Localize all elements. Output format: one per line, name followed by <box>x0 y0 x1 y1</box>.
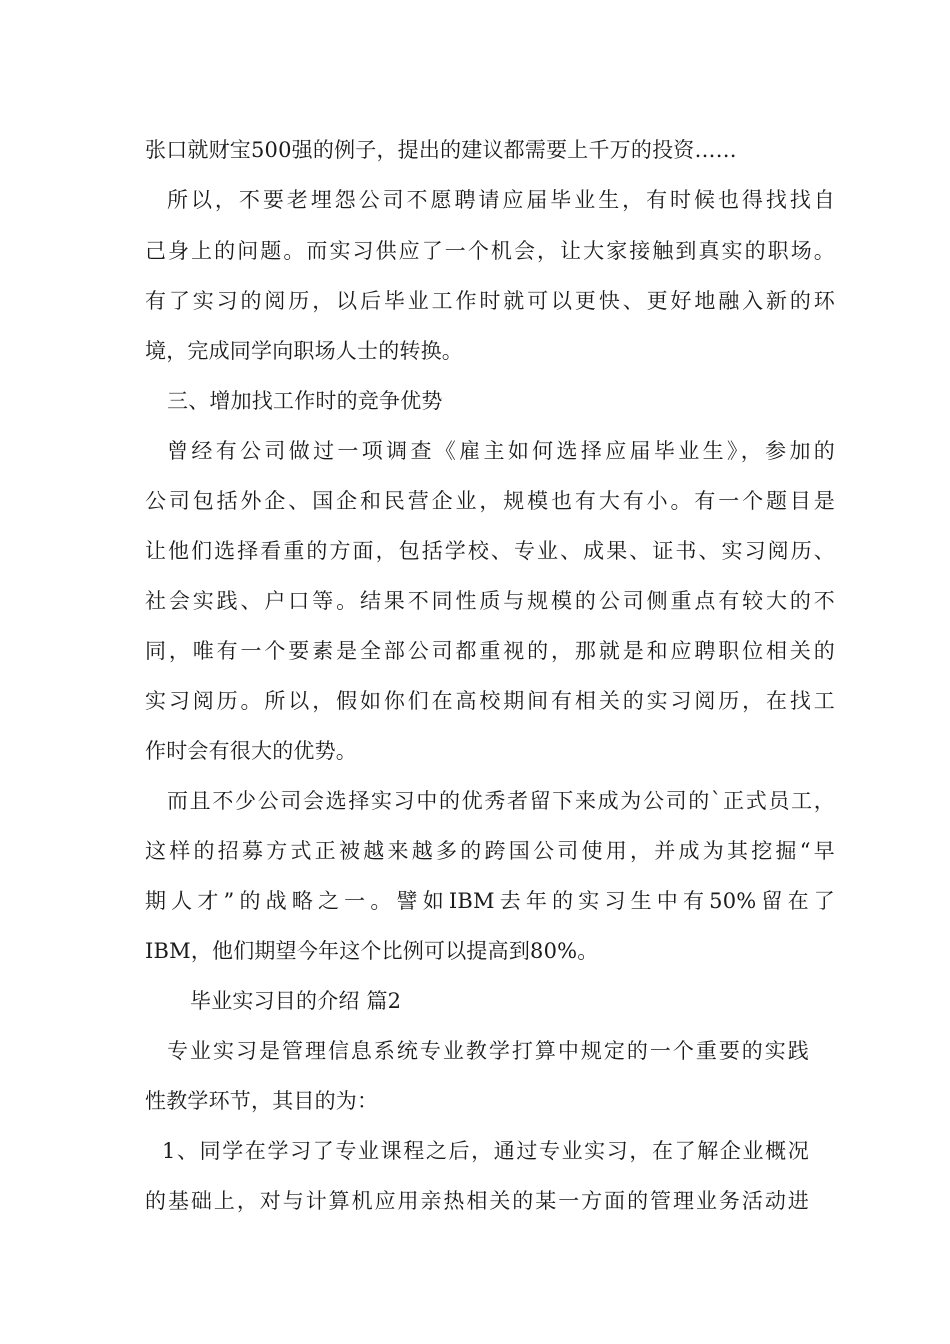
paragraph-line: 作时会有很大的优势。 <box>145 739 357 763</box>
paragraph-line: 己身上的问题。而实习供应了一个机会，让大家接触到真实的职场。 <box>145 239 835 263</box>
section-heading: 三、增加找工作时的竞争优势 <box>167 389 443 413</box>
paragraph-line: 社会实践、户口等。结果不同性质与规模的公司侧重点有较大的不 <box>145 589 835 613</box>
paragraph-line: 实习阅历。所以，假如你们在高校期间有相关的实习阅历，在找工 <box>145 689 835 713</box>
paragraph-line: 所以，不要老埋怨公司不愿聘请应届毕业生，有时候也得找找自 <box>167 188 835 212</box>
paragraph-line: 期人才”的战略之一。譬如IBM去年的实习生中有50%留在了 <box>145 889 835 913</box>
paragraph-line: 让他们选择看重的方面，包括学校、专业、成果、证书、实习阅历、 <box>145 539 835 563</box>
paragraph-line: 专业实习是管理信息系统专业教学打算中规定的一个重要的实践 <box>167 1039 809 1063</box>
paragraph-line: 境，完成同学向职场人士的转换。 <box>145 339 463 363</box>
paragraph-line: 的基础上，对与计算机应用亲热相关的某一方面的管理业务活动进 <box>145 1189 809 1213</box>
paragraph-line: 公司包括外企、国企和民营企业，规模也有大有小。有一个题目是 <box>145 489 835 513</box>
paragraph-line: 有了实习的阅历，以后毕业工作时就可以更快、更好地融入新的环 <box>145 289 835 313</box>
paragraph-line: 这样的招募方式正被越来越多的跨国公司使用，并成为其挖掘“早 <box>145 839 835 863</box>
paragraph-line: 曾经有公司做过一项调查《雇主如何选择应届毕业生》，参加的 <box>167 439 835 463</box>
paragraph-line: 同，唯有一个要素是全部公司都重视的，那就是和应聘职位相关的 <box>145 639 835 663</box>
section-title: 毕业实习目的介绍 篇2 <box>190 989 402 1013</box>
paragraph-line: 性教学环节，其目的为： <box>145 1089 379 1113</box>
paragraph-line: IBM，他们期望今年这个比例可以提高到80%。 <box>145 939 599 963</box>
paragraph-line: 1、同学在学习了专业课程之后，通过专业实习，在了解企业概况 <box>162 1139 809 1163</box>
paragraph-line: 张口就财宝500强的例子，提出的建议都需要上千万的投资…… <box>145 138 737 162</box>
paragraph-line: 而且不少公司会选择实习中的优秀者留下来成为公司的`正式员工， <box>167 789 835 813</box>
